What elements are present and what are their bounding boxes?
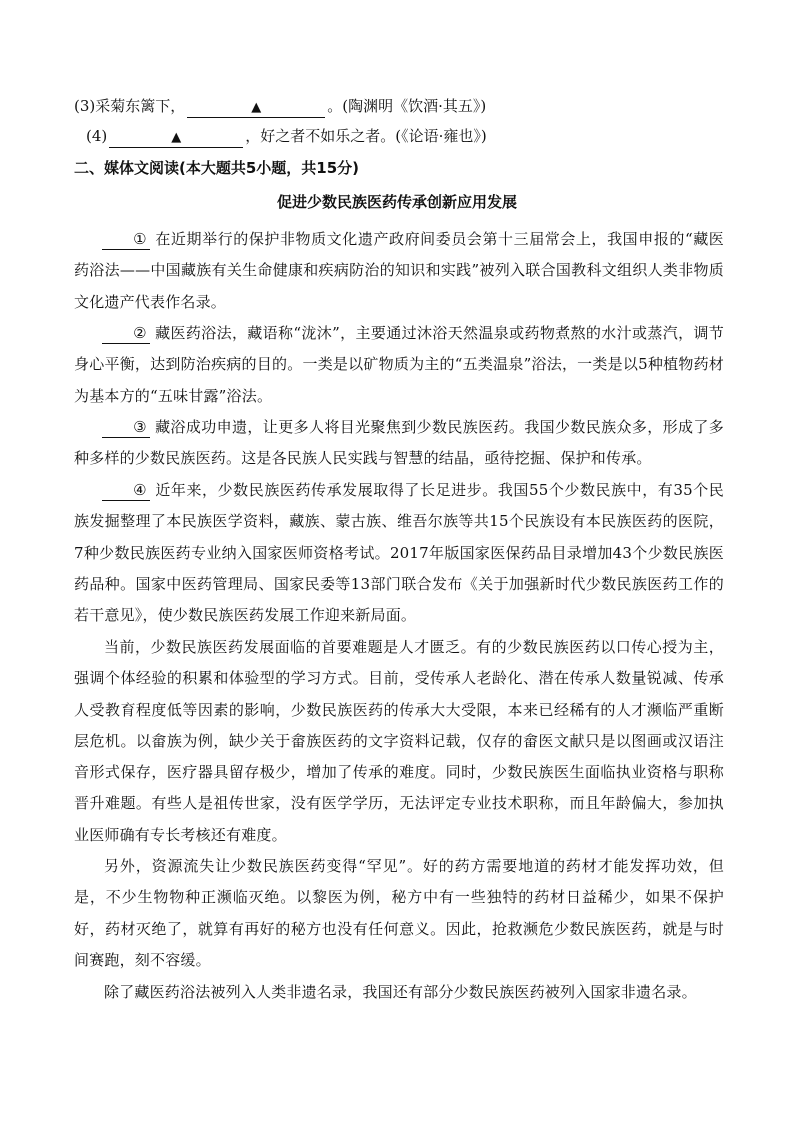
article-paragraph-3 [74,412,724,475]
poem-question-4 [86,126,734,148]
triangle-marker: ▲ [251,100,262,115]
paragraph-text: 在近期举行的保护非物质文化遗产政府间委员会第十三届常会上，我国申报的“藏医药浴法——中国藏族有关生命健康和疾病防治的知识和实践”被列入联合国教科文组织人类非物质文化遗产代表作名录。 [74,230,725,311]
answer-blank-4[interactable] [109,127,243,148]
article-paragraph-2 [74,318,724,412]
paragraph-text: 近年来，少数民族医药传承发展取得了长足进步。我国55个少数民族中，有35个民族发掘整理了本民族医学资料，藏族、蒙古族、维吾尔族等共15个民族设有本民族医药的医院，7种少数民族医药专业纳入国家医师资格考试。2017年版国家医保药品目录增加43个少数民族医药品种。国家中医药管理局、国家民委等13部门联合发布《关于加强新时代少数民族医药工作的若干意见》，使少数民族医药发展工作迎来新局面。 [74,481,725,625]
section-heading: 二、媒体文阅读(本大题共5小题，共15分) [74,159,360,177]
question-3-suffix: 。(陶渊明《饮酒·其五》) [327,97,487,115]
article-paragraph-4 [74,475,724,631]
paragraph-marker: ① [102,229,150,250]
triangle-marker: ▲ [171,130,182,145]
article-paragraph-7 [74,977,724,1008]
paragraph-marker: ④ [102,480,150,501]
question-4-suffix: ，好之者不如乐之者。(《论语·雍也》) [245,127,487,145]
paragraph-text: 另外，资源流失让少数民族医药变得“罕见”。好的药方需要地道的药材才能发挥功效，但是，不少生物物种正濒临灭绝。以黎医为例，秘方中有一些独特的药材日益稀少，如果不保护好，药材灭绝了，就算有再好的秘方也没有任何意义。因此，抢救濒危少数民族医药，就是与时间赛跑，刻不容缓。 [74,857,724,969]
question-4-prefix: (4) [86,127,108,145]
article-paragraph-5 [74,632,724,851]
question-3-prefix: (3)采菊东篱下， [74,97,186,115]
paragraph-text: 藏浴成功申遗，让更多人将目光聚焦到少数民族医药。我国少数民族众多，形成了多种多样的少数民族医药。这是各民族人民实践与智慧的结晶，亟待挖掘、保护和传承。 [74,418,725,468]
paragraph-text: 当前，少数民族医药发展面临的首要难题是人才匮乏。有的少数民族医药以口传心授为主，强调个体经验的积累和体验型的学习方式。目前，受传承人老龄化、潜在传承人数量锐减、传承人受教育程度低等因素的影响，少数民族医药的传承大大受限，本来已经稀有的人才濒临严重断层危机。以畲族为例，缺少关于畲族医药的文字资料记载，仅存的畲医文献只是以图画或汉语注音形式保存，医疗器具留存极少，增加了传承的难度。同时，少数民族医生面临执业资格与职称晋升难题。有些人是祖传世家，没有医学学历，无法评定专业技术职称，而且年龄偏大，参加执业医师确有专长考核还有难度。 [74,638,724,844]
article-paragraph-6 [74,851,724,976]
paragraph-marker: ③ [102,417,150,438]
answer-blank-3[interactable] [187,97,325,118]
paragraph-text: 藏医药浴法，藏语称“泷沐”，主要通过沐浴天然温泉或药物煮熬的水汁或蒸汽，调节身心平衡，达到防治疾病的目的。一类是以矿物质为主的“五类温泉”浴法，一类是以5种植物药材为基本方的“五味甘露”浴法。 [74,324,724,405]
article-title: 促进少数民族医药传承创新应用发展 [276,193,517,211]
poem-question-3 [74,96,734,118]
paragraph-marker: ② [102,323,150,344]
article-paragraph-1 [74,224,724,318]
paragraph-text: 除了藏医药浴法被列入人类非遗名录，我国还有部分少数民族医药被列入国家非遗名录。 [104,983,697,1001]
